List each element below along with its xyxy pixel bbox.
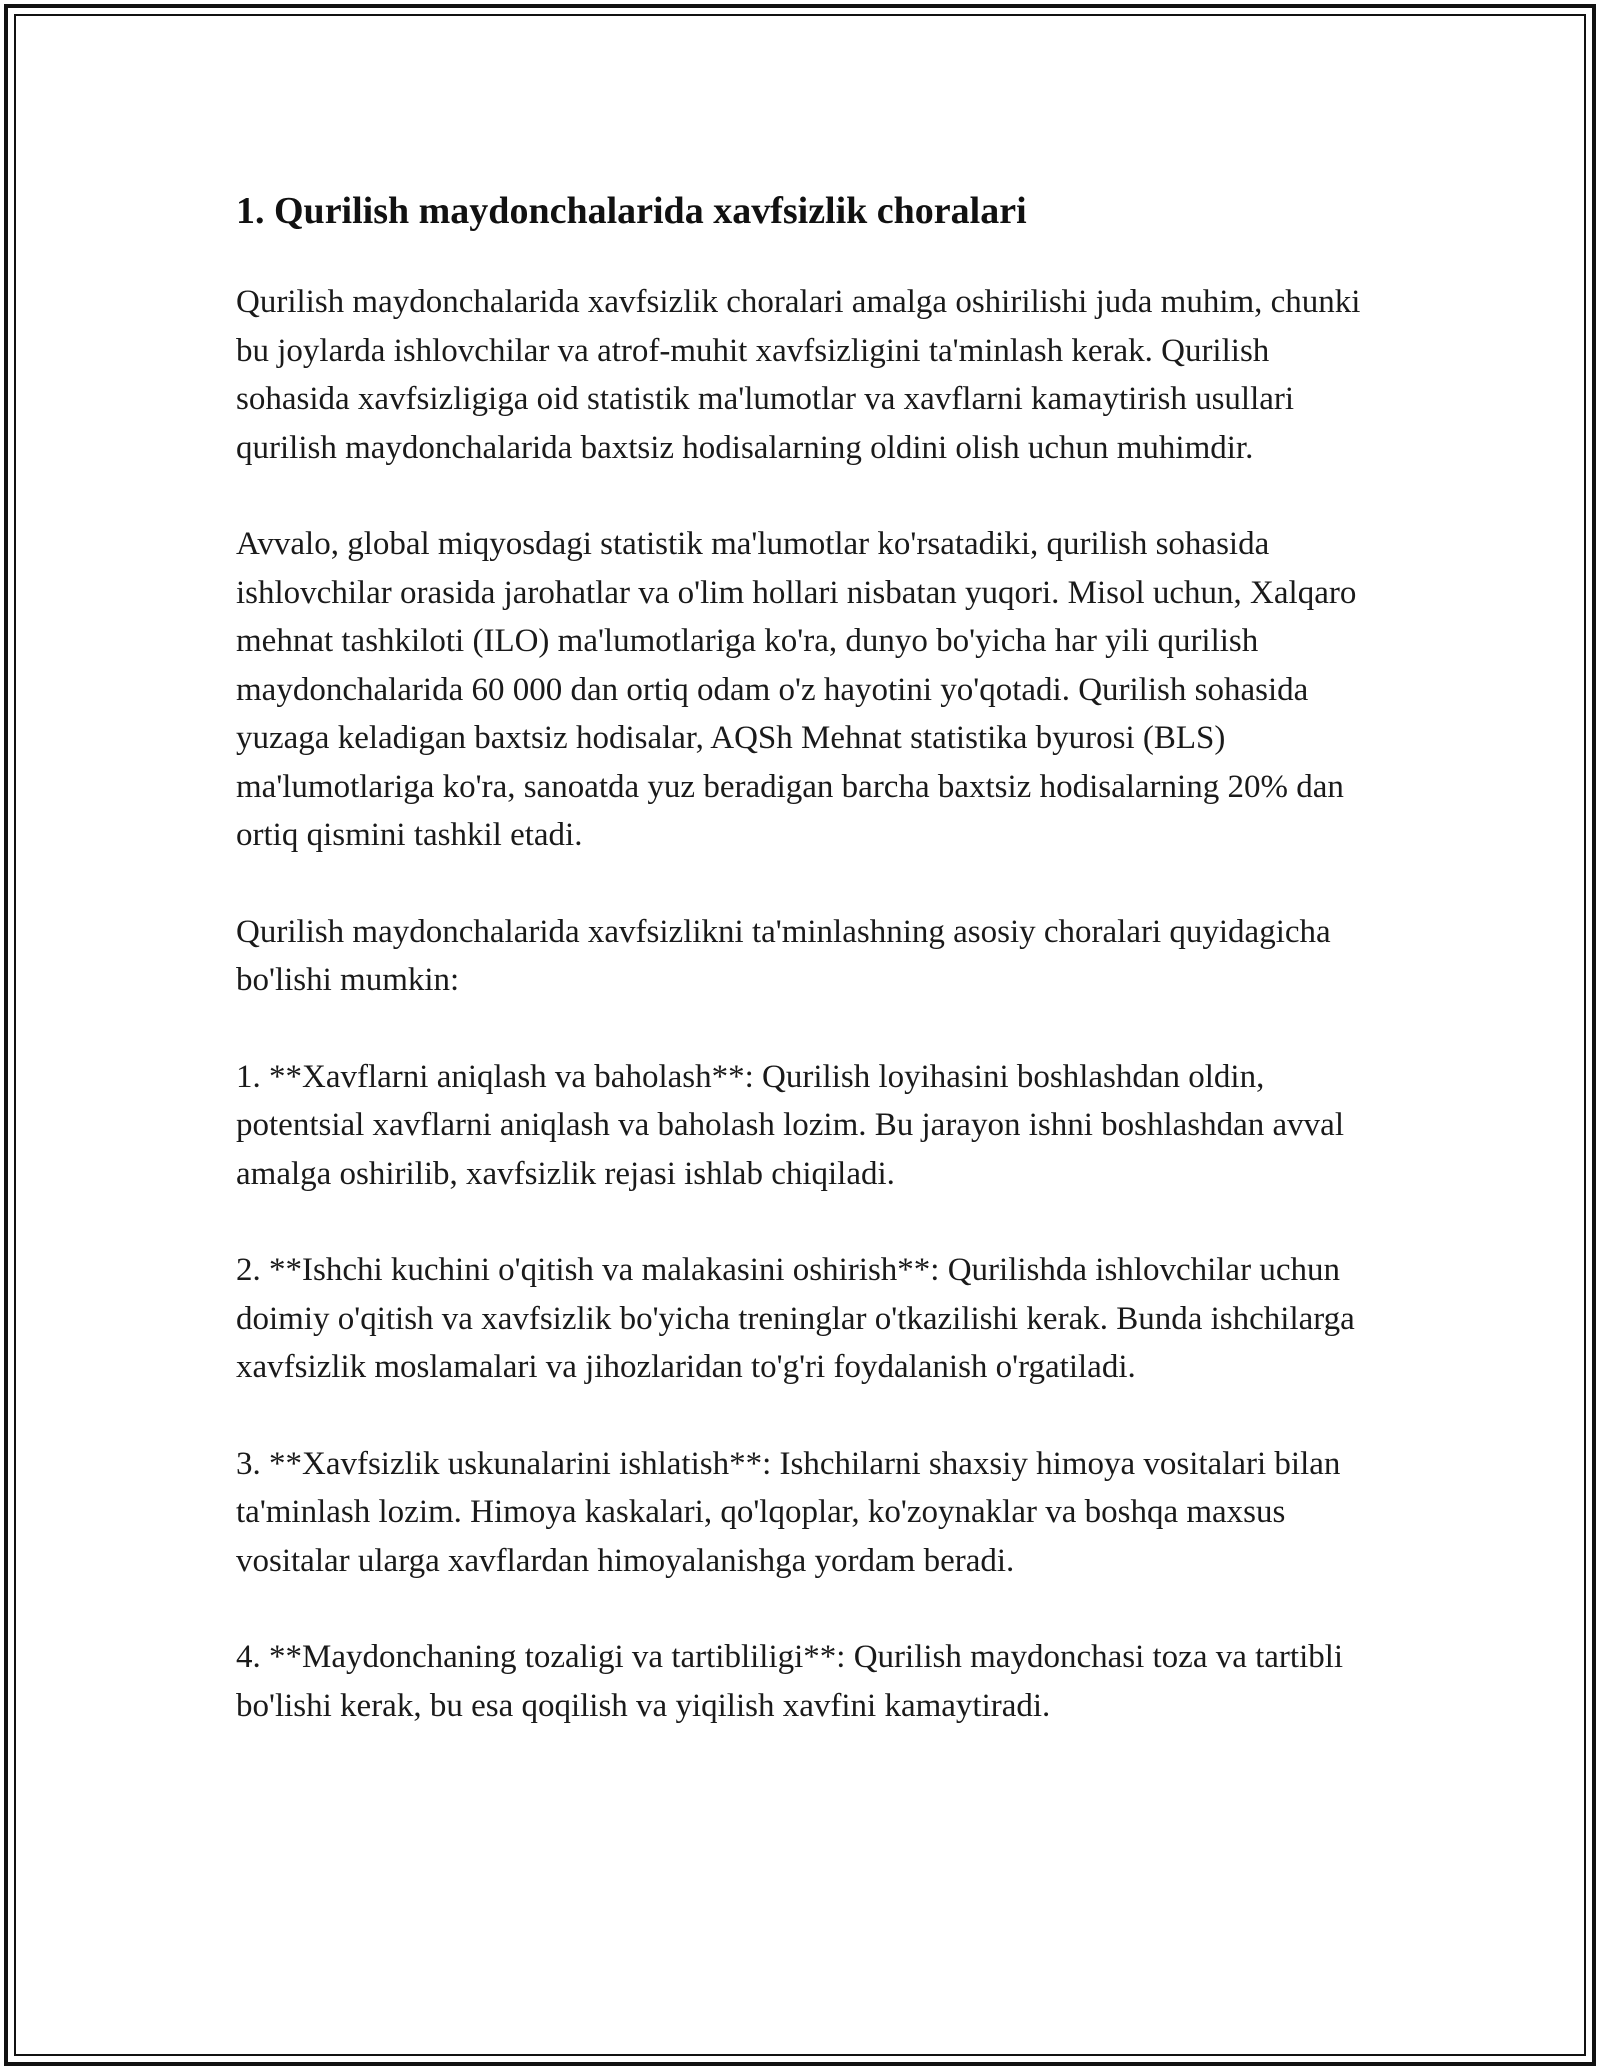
document-body (236, 186, 1386, 1778)
paragraph-intro: Qurilish maydonchalarida xavfsizlik choralari amalga oshirilishi juda muhim, chunki bu joylarda ishlovchilar va atrof-muhit xavfsizligini ta'minlash kerak. Qurilish sohasida xavfsizligiga oid statistik ma'lumotlar va xavflarni kamaytirish usullari qurilish maydonchalarida baxtsiz hodisalarning oldini olish uchun muhimdir. (236, 284, 1361, 466)
document-title: 1. Qurilish maydonchalarida xavfsizlik choralari (236, 190, 1027, 232)
paragraph-measures-intro: Qurilish maydonchalarida xavfsizlikni ta'minlashning asosiy choralari quyidagicha bo'lishi mumkin: (236, 913, 1331, 998)
list-item-site-cleanliness: 4. **Maydonchaning tozaligi va tartibliligi**: Qurilish maydonchasi toza va tartibli bo'lishi kerak, bu esa qoqilish va yiqilish xavfini kamaytiradi. (236, 1639, 1344, 1724)
list-item-training: 2. **Ishchi kuchini o'qitish va malakasini oshirish**: Qurilishda ishlovchilar uchun doimiy o'qitish va xavfsizlik bo'yicha treninglar o'tkazilishi kerak. Bunda ishchilarga xavfsizlik moslamalari va jihozlaridan to'g'ri foydalanish o'rgatiladi. (236, 1252, 1355, 1385)
paragraph-statistics: Avvalo, global miqyosdagi statistik ma'lumotlar ko'rsatadiki, qurilish sohasida ishlovchilar orasida jarohatlar va o'lim hollari nisbatan yuqori. Misol uchun, Xalqaro mehnat tashkiloti (ILO) ma'lumotlariga ko'ra, dunyo bo'yicha har yili qurilish maydonchalarida 60 000 dan ortiq odam o'z hayotini yo'qotadi. Qurilish sohasida yuzaga keladigan baxtsiz hodisalar, AQSh Mehnat statistika byurosi (BLS) ma'lumotlariga ko'ra, sanoatda yuz beradigan barcha baxtsiz hodisalarning 20% dan ortiq qismini tashkil etadi. (236, 526, 1357, 853)
list-item-risk-assessment: 1. **Xavflarni aniqlash va baholash**: Qurilish loyihasini boshlashdan oldin, potentsial xavflarni aniqlash va baholash lozim. Bu jarayon ishni boshlashdan avval amalga oshirilib, xavfsizlik rejasi ishlab chiqiladi. (236, 1058, 1344, 1192)
list-item-safety-equipment: 3. **Xavfsizlik uskunalarini ishlatish**: Ishchilarni shaxsiy himoya vositalari bilan ta'minlash lozim. Himoya kaskalari, qo'lqoplar, ko'zoynaklar va boshqa maxsus vositalar ularga xavflardan himoyalanishga yordam beradi. (236, 1445, 1341, 1579)
